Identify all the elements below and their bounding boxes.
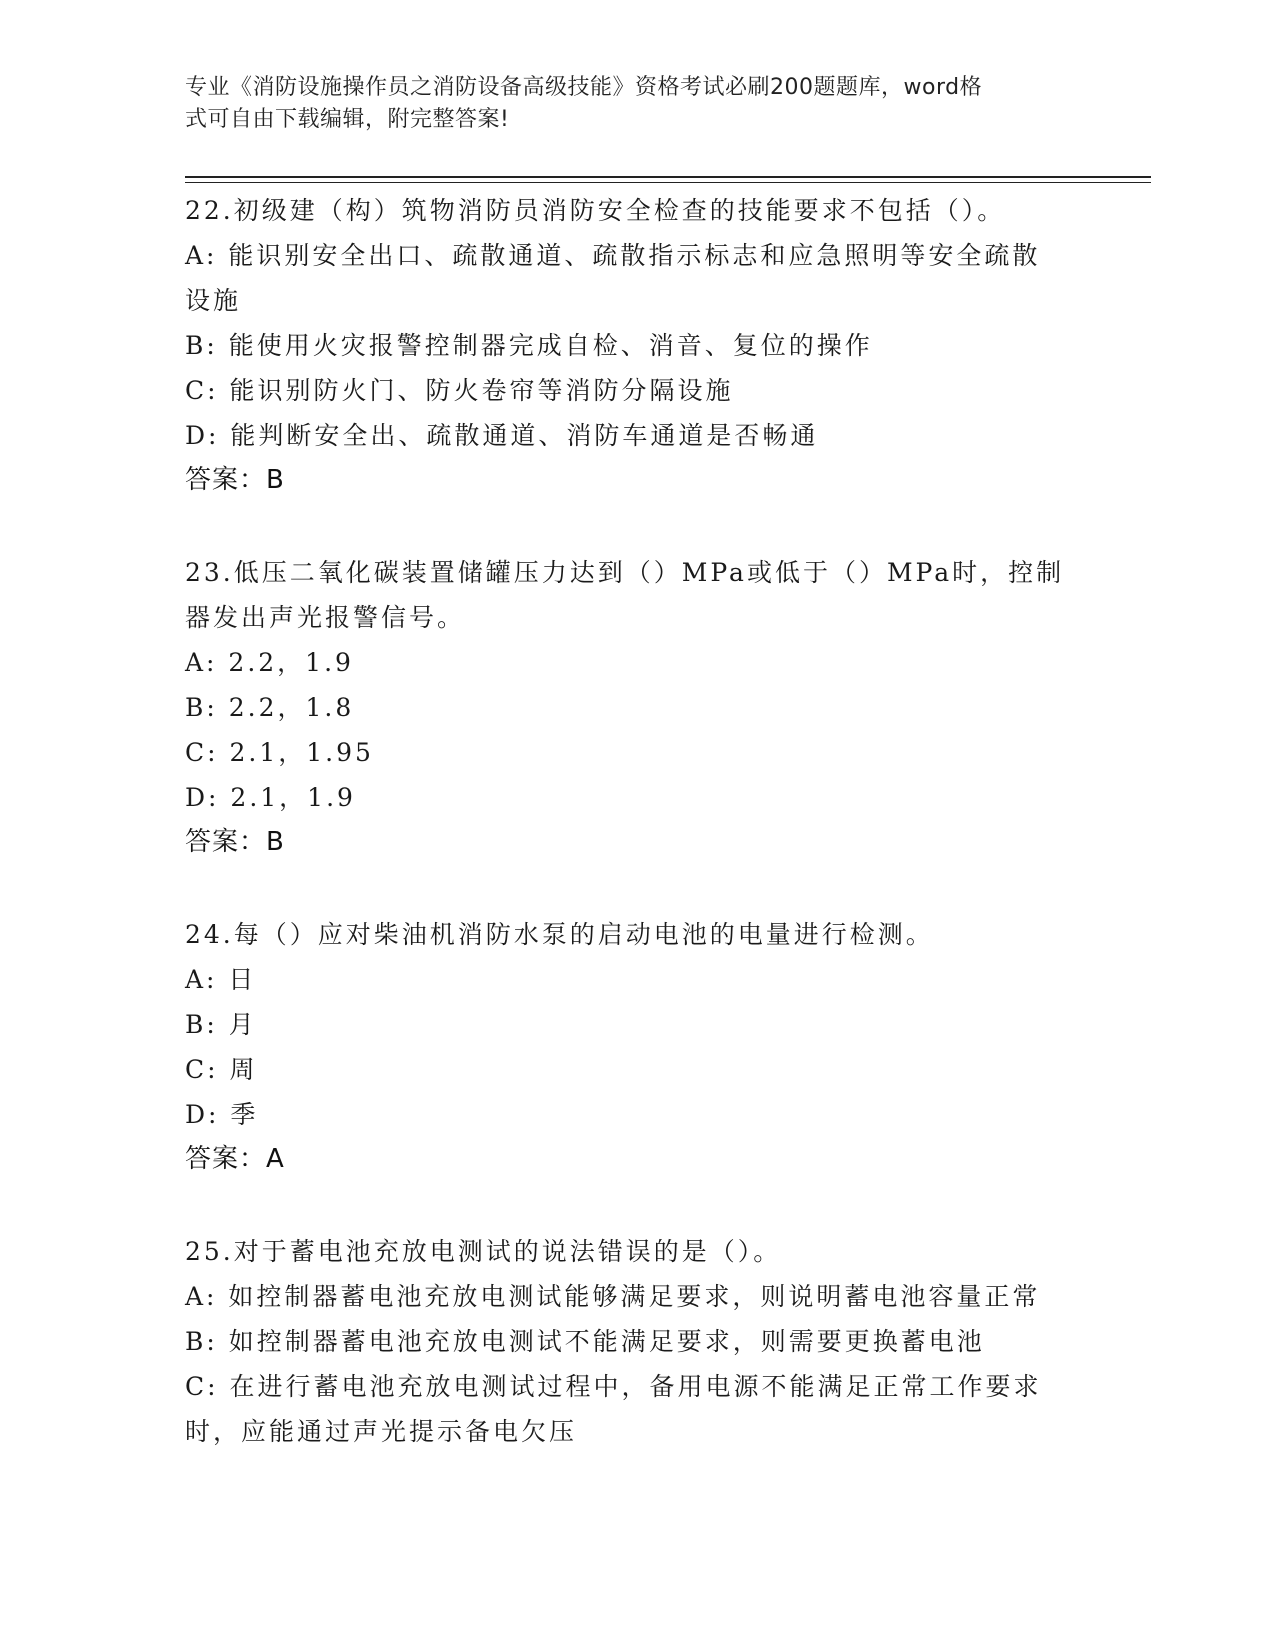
option-a: A: 如控制器蓄电池充放电测试能够满足要求，则说明蓄电池容量正常 bbox=[185, 1282, 1041, 1311]
option-b: B: 能使用火灾报警控制器完成自检、消音、复位的操作 bbox=[185, 331, 873, 360]
header-rule-thin bbox=[185, 182, 1151, 183]
question-25 bbox=[185, 1229, 1085, 1454]
option-c: C: 在进行蓄电池充放电测试过程中，备用电源不能满足正常工作要求 bbox=[185, 1372, 1042, 1401]
question-stem: 25.对于蓄电池充放电测试的说法错误的是（）。 bbox=[185, 1237, 782, 1266]
option-b: B: 月 bbox=[185, 1010, 257, 1039]
document-header bbox=[185, 72, 1065, 136]
question-stem: 22.初级建（构）筑物消防员消防安全检查的技能要求不包括（）。 bbox=[185, 196, 1006, 225]
answer: 答案：B bbox=[185, 465, 285, 495]
question-stem-continued: 器发出声光报警信号。 bbox=[185, 603, 466, 632]
option-c: C: 周 bbox=[185, 1055, 258, 1084]
header-line-1: 专业《消防设施操作员之消防设备高级技能》资格考试必刷200题题库，word格 bbox=[185, 75, 983, 100]
question-stem: 23.低压二氧化碳装置储罐压力达到（）MPa或低于（）MPa时，控制 bbox=[185, 558, 1065, 587]
header-rule-thick bbox=[185, 176, 1151, 178]
option-d: D: 2.1，1.9 bbox=[185, 783, 356, 812]
option-c: C: 2.1，1.95 bbox=[185, 738, 374, 767]
option-b: B: 如控制器蓄电池充放电测试不能满足要求，则需要更换蓄电池 bbox=[185, 1327, 985, 1356]
option-a: A: 日 bbox=[185, 965, 257, 994]
answer: 答案：A bbox=[185, 1144, 285, 1174]
question-23 bbox=[185, 550, 1085, 865]
option-a: A: 2.2，1.9 bbox=[185, 648, 354, 677]
option-d: D: 季 bbox=[185, 1100, 259, 1129]
question-stem: 24.每（）应对柴油机消防水泵的启动电池的电量进行检测。 bbox=[185, 920, 934, 949]
option-c: C: 能识别防火门、防火卷帘等消防分隔设施 bbox=[185, 376, 734, 405]
question-24 bbox=[185, 912, 1085, 1182]
option-a: A: 能识别安全出口、疏散通道、疏散指示标志和应急照明等安全疏散 bbox=[185, 241, 1041, 270]
option-d: D: 能判断安全出、疏散通道、消防车通道是否畅通 bbox=[185, 421, 819, 450]
option-a-continued: 设施 bbox=[185, 286, 242, 315]
header-line-2: 式可自由下载编辑，附完整答案! bbox=[185, 107, 510, 132]
question-22 bbox=[185, 188, 1085, 503]
option-b: B: 2.2，1.8 bbox=[185, 693, 355, 722]
option-c-continued: 时，应能通过声光提示备电欠压 bbox=[185, 1417, 578, 1446]
question-list bbox=[185, 188, 1085, 1454]
answer: 答案：B bbox=[185, 827, 285, 857]
